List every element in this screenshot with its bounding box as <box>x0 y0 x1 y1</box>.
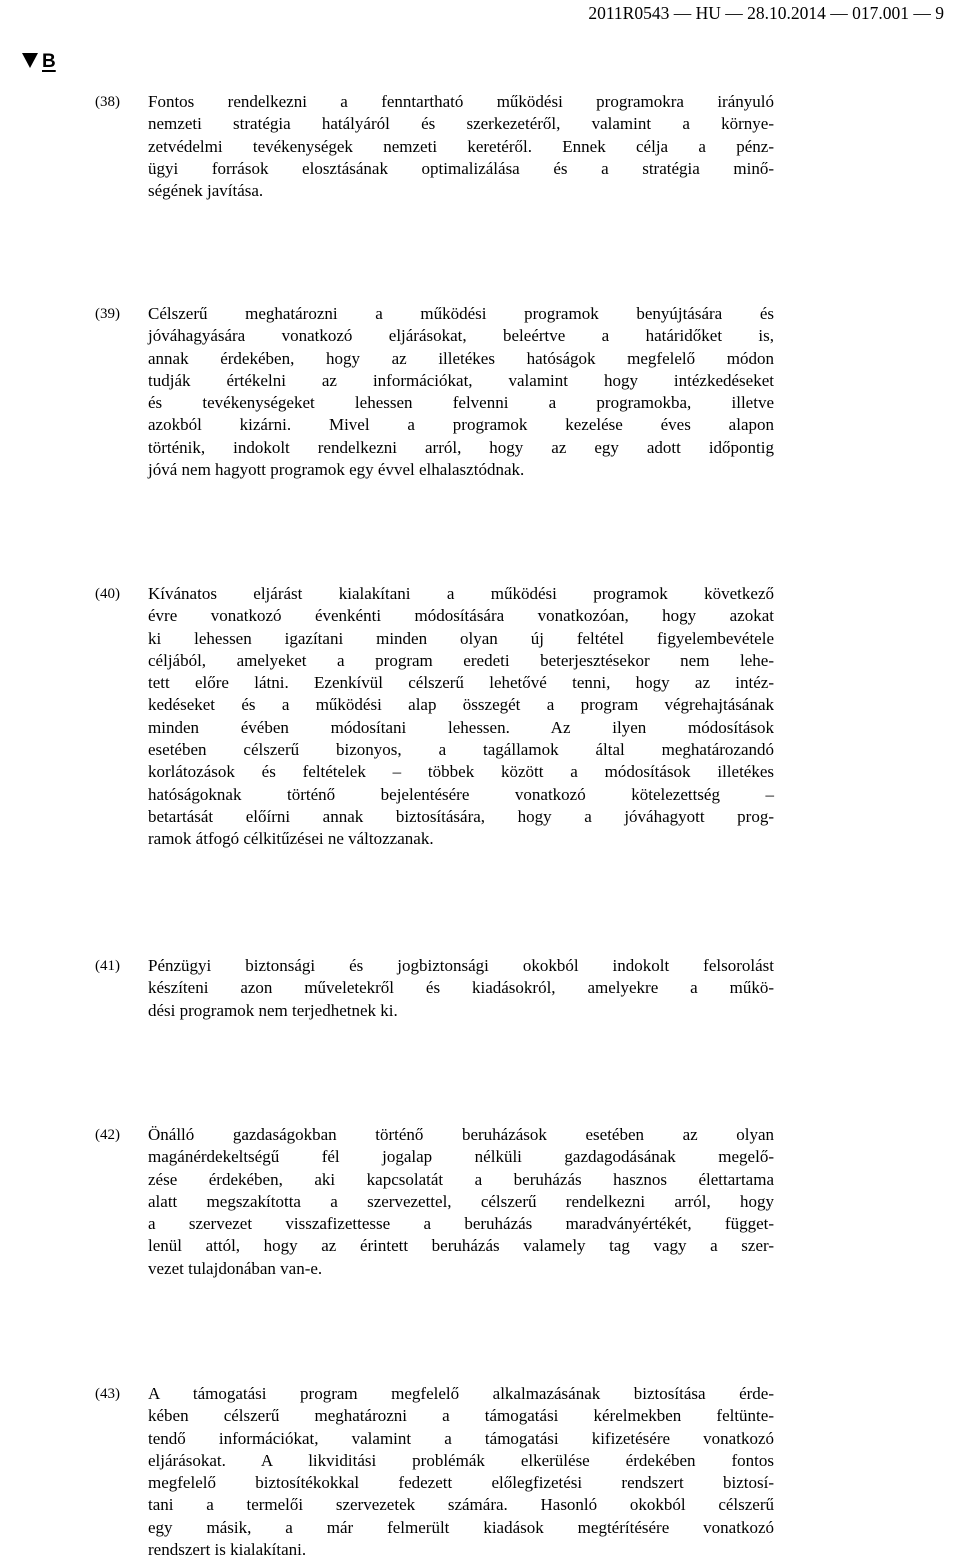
text-line: és tevékenységeket lehessen felvenni a programokba, illetve <box>148 393 774 413</box>
recital-text <box>148 955 774 1022</box>
recital-number: (38) <box>95 94 120 110</box>
text-line: zése érdekében, aki kapcsolatát a beruházás hasznos élettartama <box>148 1169 774 1189</box>
text-line: azokból kizárni. Mivel a programok kezelése éves alapon <box>148 415 774 435</box>
text-line: jóvá nem hagyott programok egy évvel elhalasztódnak. <box>148 460 525 480</box>
text-line: ügyi források elosztásának optimalizálása és a stratégia minő- <box>148 158 774 178</box>
text-line: dési programok nem terjedhetnek ki. <box>148 1000 398 1020</box>
text-line: Önálló gazdaságokban történő beruházások esetében az olyan <box>148 1125 774 1144</box>
text-line: minden évében módosítani lehessen. Az ilyen módosítások <box>148 717 774 737</box>
text-line: Pénzügyi biztonsági és jogbiztonsági okokból indokolt felsorolást <box>148 956 774 975</box>
triangle-down-icon <box>22 53 38 68</box>
text-line: kében célszerű meghatározni a támogatási kérelmekben feltünte- <box>148 1406 774 1426</box>
text-line: Kívánatos eljárást kialakítani a működési programok következő <box>148 584 774 603</box>
recital-40 <box>95 583 925 851</box>
text-line: Fontos rendelkezni a fenntartható működési programokra irányuló <box>148 92 774 111</box>
text-line: annak érdekében, hogy az illetékes hatóságok megfelelő módon <box>148 348 774 368</box>
recital-38 <box>95 91 925 202</box>
recital-41 <box>95 955 925 1022</box>
text-line: tani a termelői szervezetek számára. Hasonló okokból célszerű <box>148 1495 774 1515</box>
text-line: A támogatási program megfelelő alkalmazásának biztosítása érde- <box>148 1384 774 1403</box>
amendment-marker-letter: B <box>42 51 56 72</box>
recital-number: (39) <box>95 306 120 322</box>
text-line: vezet tulajdonában van-e. <box>148 1258 323 1278</box>
text-line: ki lehessen igazítani minden olyan új feltétel figyelembevétele <box>148 628 774 648</box>
text-line: ségének javítása. <box>148 181 264 201</box>
text-line: alatt megszakította a szervezettel, célszerű rendelkezni arról, hogy <box>148 1191 774 1211</box>
text-line: készíteni azon műveletekről és kiadásokról, amelyekre a műkö- <box>148 978 774 998</box>
recital-42 <box>95 1124 925 1280</box>
recital-number: (41) <box>95 958 120 974</box>
text-line: jóváhagyására vonatkozó eljárásokat, beleértve a határidőket is, <box>148 326 774 346</box>
recital-43 <box>95 1383 925 1561</box>
text-line: tett előre látni. Ezenkívül célszerű lehetővé tenni, hogy az intéz- <box>148 673 774 693</box>
text-line: hatóságoknak történő bejelentésére vonatkozó kötelezettség – <box>148 784 774 804</box>
text-line: rendszert is kialakítani. <box>148 1540 307 1560</box>
recital-text <box>148 1124 774 1280</box>
text-line: magánérdekeltségű fél jogalap nélküli gazdagodásának megelő- <box>148 1147 774 1167</box>
recital-number: (43) <box>95 1386 120 1402</box>
text-line: Célszerű meghatározni a működési programok benyújtására és <box>148 304 774 323</box>
text-line: nemzeti stratégia hatályáról és szerkezetéről, valamint a környe- <box>148 114 774 134</box>
text-line: esetében célszerű bizonyos, a tagállamok által meghatározandó <box>148 740 774 760</box>
text-line: korlátozások és feltételek – többek között a módosítások illetékes <box>148 762 774 782</box>
text-line: évre vonatkozó évenkénti módosítására vonatkozóan, hogy azokat <box>148 606 774 626</box>
text-line: történik, indokolt rendelkezni arról, hogy az egy adott időpontig <box>148 437 774 457</box>
text-line: tendő információkat, valamint a támogatási kifizetésére vonatkozó <box>148 1428 774 1448</box>
text-line: eljárásokat. A likviditási problémák elkerülése érdekében fontos <box>148 1450 774 1470</box>
recital-text <box>148 303 774 481</box>
amendment-marker <box>22 50 56 74</box>
recital-text <box>148 583 774 851</box>
recital-39 <box>95 303 925 481</box>
recital-text <box>148 1383 774 1561</box>
recital-number: (42) <box>95 1127 120 1143</box>
text-line: lenül attól, hogy az érintett beruházás valamely tag vagy a szer- <box>148 1236 774 1256</box>
text-line: egy másik, a már felmerült kiadások megtérítésére vonatkozó <box>148 1517 774 1537</box>
recital-text <box>148 91 774 202</box>
text-line: kedéseket és a működési alap összegét a program végrehajtásának <box>148 695 774 715</box>
text-line: betartását előírni annak biztosítására, hogy a jóváhagyott prog- <box>148 806 774 826</box>
text-line: zetvédelmi tevékenységek nemzeti keretéről. Ennek célja a pénz- <box>148 136 774 156</box>
text-line: céljából, amelyeket a program eredeti beterjesztésekor nem lehe- <box>148 650 774 670</box>
text-line: ramok átfogó célkitűzései ne változzanak. <box>148 829 434 849</box>
text-line: tudják értékelni az információkat, valamint hogy intézkedéseket <box>148 370 774 390</box>
page-header: 2011R0543 — HU — 28.10.2014 — 017.001 — 9 <box>588 3 944 23</box>
text-line: a szervezet visszafizettesse a beruházás maradványértékét, függet- <box>148 1214 774 1234</box>
recital-number: (40) <box>95 586 120 602</box>
text-line: megfelelő biztosítékokkal fedezett előlegfizetési rendszert biztosí- <box>148 1473 774 1493</box>
